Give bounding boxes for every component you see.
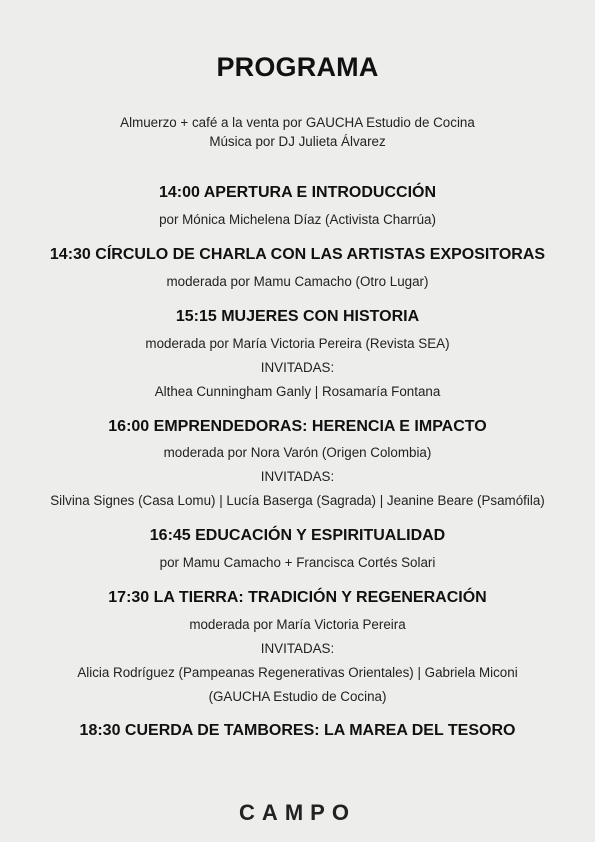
session-title: 18:30 CUERDA DE TAMBORES: LA MAREA DEL TESORO <box>79 722 516 739</box>
session-guests-continued: (GAUCHA Estudio de Cocina) <box>208 689 387 704</box>
session-guests: Silvina Signes (Casa Lomu) | Lucía Baserga (Sagrada) | Jeanine Beare (Psamófila) <box>50 493 545 508</box>
session-title: 14:30 CÍRCULO DE CHARLA CON LAS ARTISTAS EXPOSITORAS <box>49 246 546 263</box>
session-detail: por Mónica Michelena Díaz (Activista Charrúa) <box>159 212 436 227</box>
session-moderator: moderada por Nora Varón (Origen Colombia) <box>163 445 432 460</box>
session-moderator: moderada por María Victoria Pereira (Revista SEA) <box>145 336 450 351</box>
session-title: 17:30 LA TIERRA: TRADICIÓN Y REGENERACIÓN <box>108 589 487 606</box>
page-title: PROGRAMA <box>216 52 379 82</box>
session-detail: por Mamu Camacho + Francisca Cortés Solari <box>159 555 436 570</box>
session-title: 16:00 EMPRENDEDORAS: HERENCIA E IMPACTO <box>108 418 487 435</box>
session-guests: Alicia Rodríguez (Pampeanas Regenerativas Orientales) | Gabriela Miconi <box>77 665 518 680</box>
campo-logo: CAMPO <box>239 800 356 825</box>
intro-music-line: Música por DJ Julieta Álvarez <box>209 134 386 149</box>
session-guests: Althea Cunningham Ganly | Rosamaría Fontana <box>154 384 441 399</box>
session-moderator: moderada por María Victoria Pereira <box>189 617 406 632</box>
session-guests-label: INVITADAS: <box>260 360 335 375</box>
session-detail: moderada por Mamu Camacho (Otro Lugar) <box>166 274 429 289</box>
session-guests-label: INVITADAS: <box>260 641 335 656</box>
intro-lunch-line: Almuerzo + café a la venta por GAUCHA Estudio de Cocina <box>120 115 475 130</box>
session-title: 14:00 APERTURA E INTRODUCCIÓN <box>158 184 437 201</box>
session-title: 15:15 MUJERES CON HISTORIA <box>175 308 420 325</box>
session-title: 16:45 EDUCACIÓN Y ESPIRITUALIDAD <box>149 527 446 544</box>
session-guests-label: INVITADAS: <box>260 469 335 484</box>
